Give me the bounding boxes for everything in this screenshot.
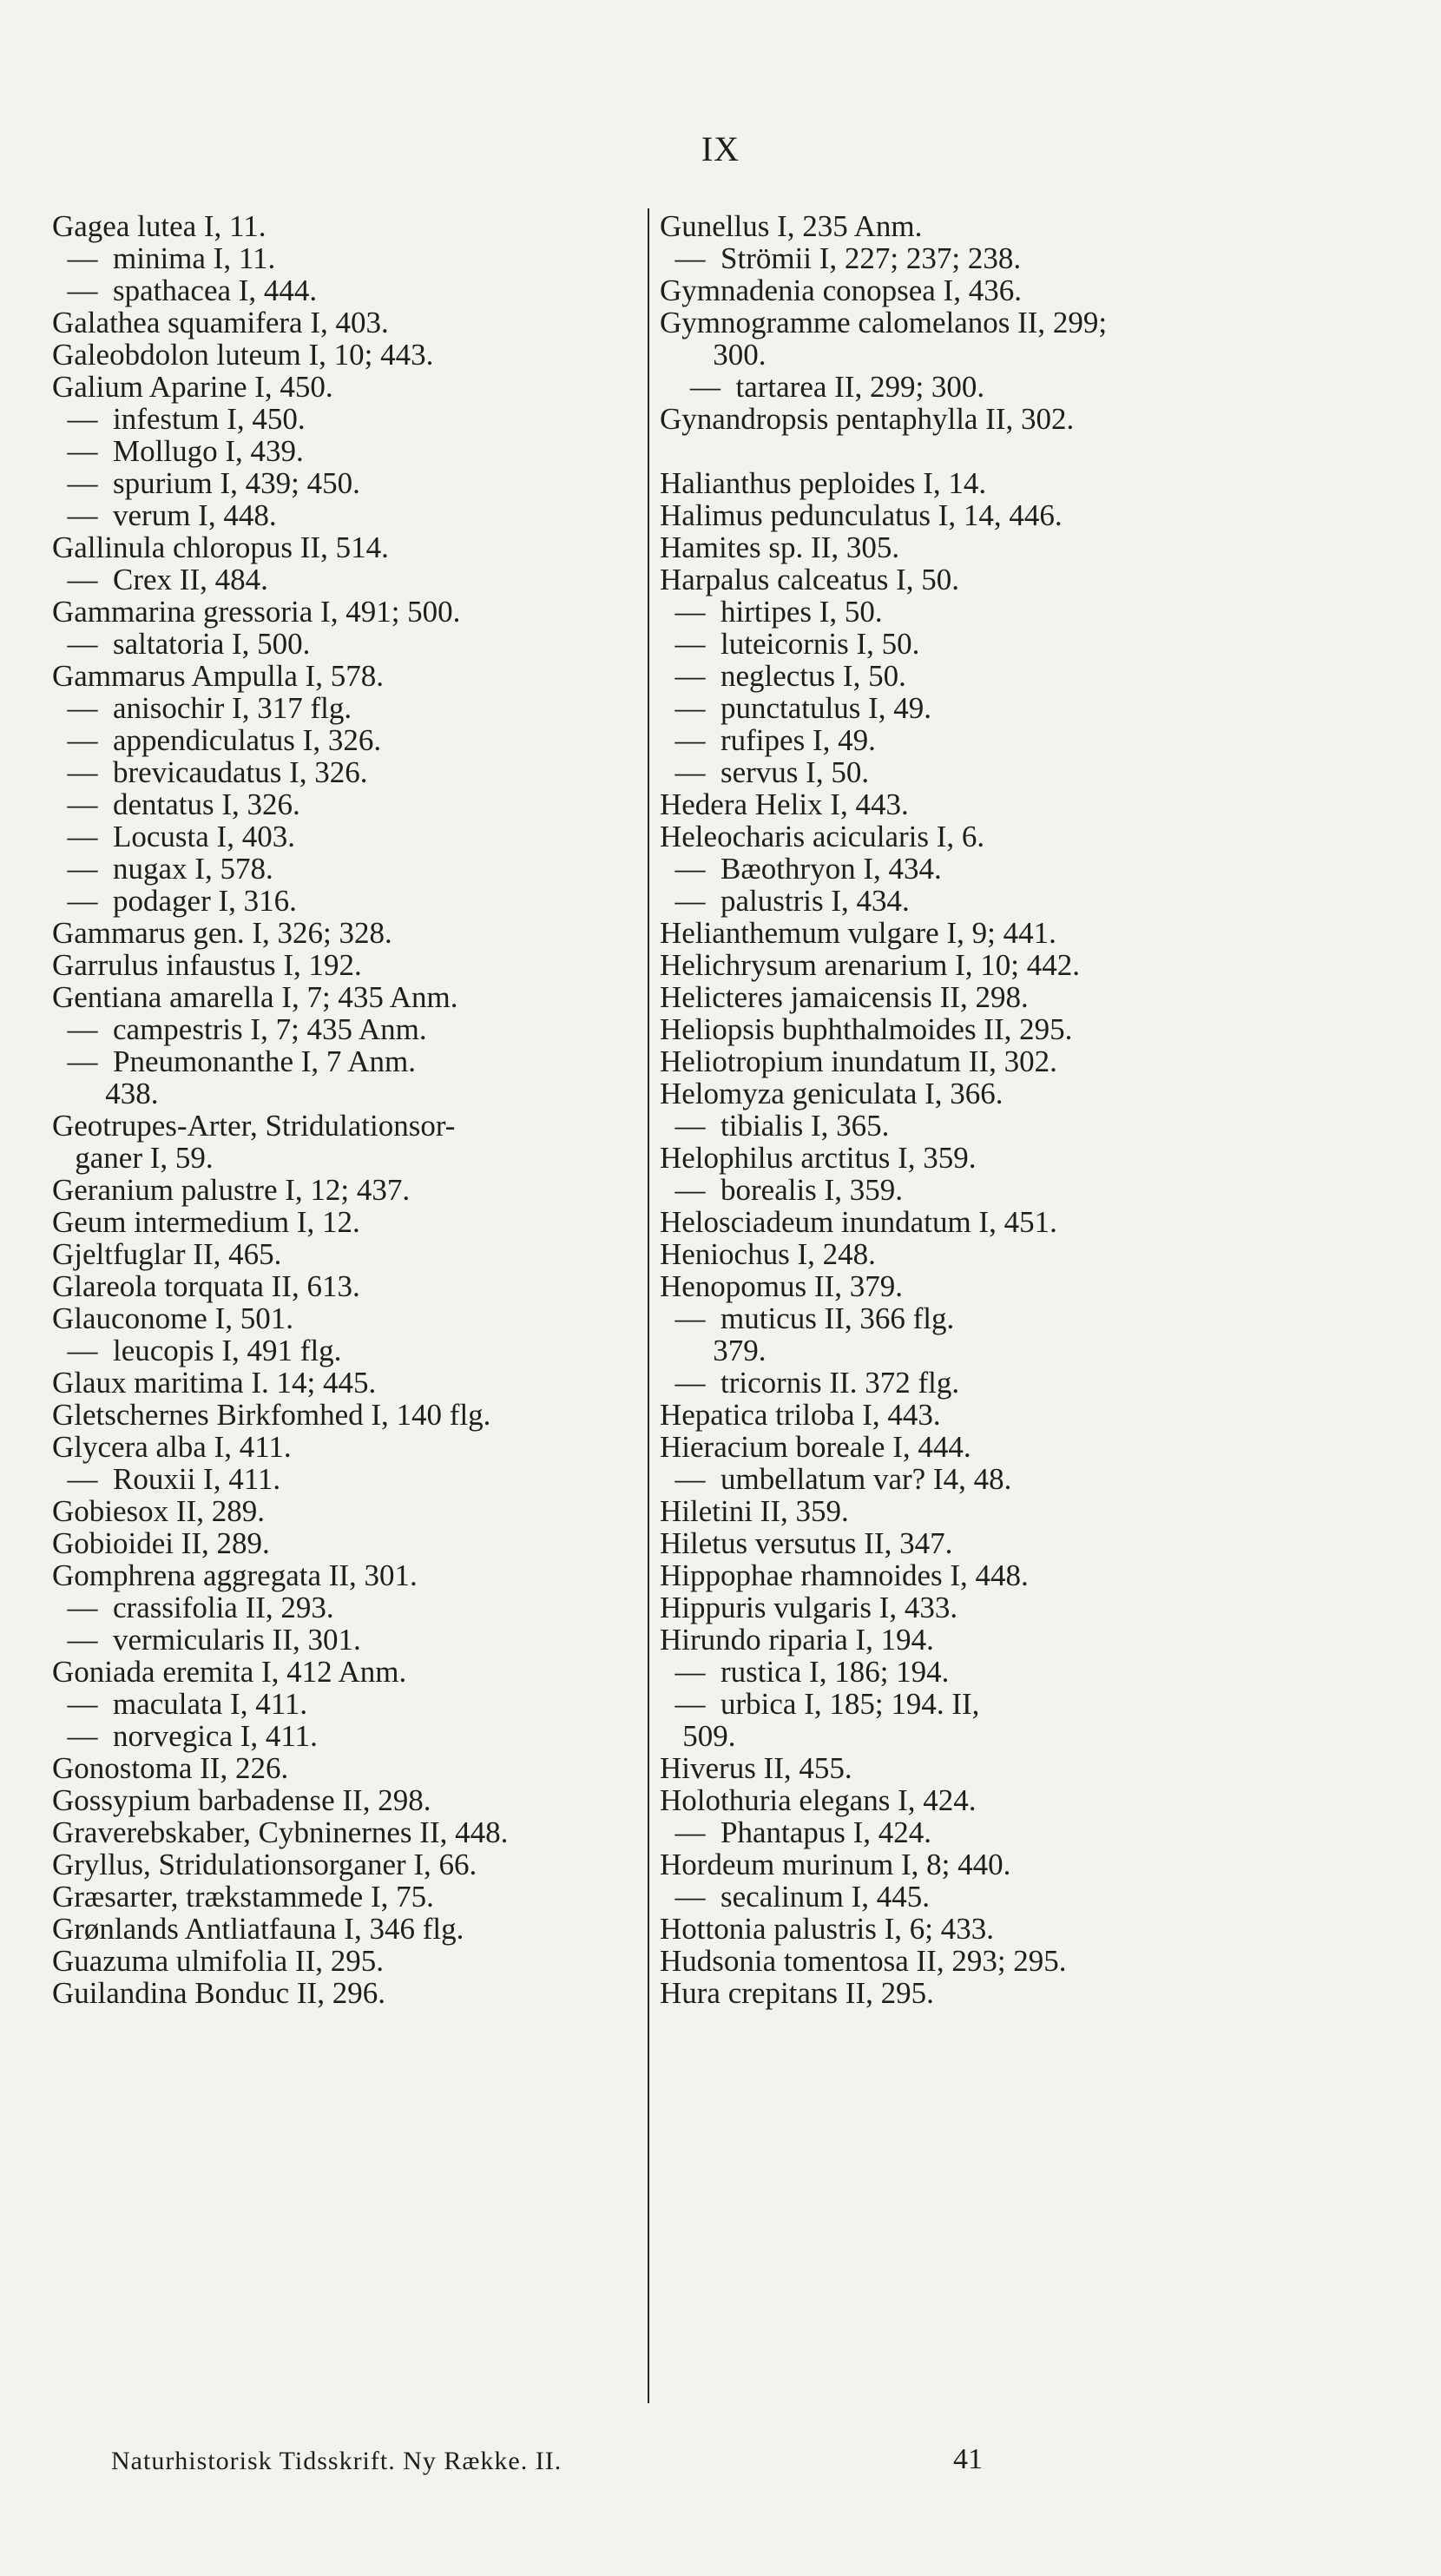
index-entry: — Mollugo I, 439.	[52, 434, 304, 468]
index-entry: — Bæothryon I, 434.	[660, 852, 942, 886]
index-entry: — campestris I, 7; 435 Anm.	[52, 1012, 427, 1046]
index-entry: Graverebskaber, Cybninernes II, 448.	[52, 1815, 509, 1849]
index-entry: Gymnogramme calomelanos II, 299;	[660, 306, 1108, 339]
index-entry: Guilandina Bonduc II, 296.	[52, 1976, 385, 2010]
index-entry: Gossypium barbadense II, 298.	[52, 1783, 431, 1817]
index-entry: 438.	[52, 1077, 159, 1110]
index-entry: Helosciadeum inundatum I, 451.	[660, 1205, 1057, 1239]
index-entry: — maculata I, 411.	[52, 1687, 308, 1721]
index-entry: — urbica I, 185; 194. II,	[660, 1687, 980, 1721]
index-entry: — dentatus I, 326.	[52, 787, 300, 821]
index-entry: — rufipes I, 49.	[660, 723, 876, 757]
index-entry: Heliopsis buphthalmoides II, 295.	[660, 1012, 1073, 1046]
index-entry: — leucopis I, 491 flg.	[52, 1334, 342, 1367]
index-entry: Goniada eremita I, 412 Anm.	[52, 1655, 407, 1689]
index-entry: Gammarus gen. I, 326; 328.	[52, 916, 392, 950]
page-number: IX	[701, 129, 740, 168]
index-entry: ganer I, 59.	[52, 1141, 214, 1175]
index-column-right	[660, 210, 1276, 2009]
index-entry: Græsarter, trækstammede I, 75.	[52, 1880, 434, 1914]
index-entry: Gammarina gressoria I, 491; 500.	[52, 595, 461, 629]
index-entry: — Phantapus I, 424.	[660, 1815, 932, 1849]
index-entry: Gynandropsis pentaphylla II, 302.	[660, 402, 1075, 436]
index-entry: Hiverus II, 455.	[660, 1751, 852, 1785]
index-entry: — brevicaudatus I, 326.	[52, 755, 368, 789]
index-entry: Gallinula chloropus II, 514.	[52, 530, 389, 564]
index-entry: Hirundo riparia I, 194.	[660, 1623, 934, 1657]
index-entry: — spathacea I, 444.	[52, 273, 318, 307]
index-entry: 509.	[660, 1719, 736, 1753]
index-entry: Geranium palustre I, 12; 437.	[52, 1173, 411, 1207]
index-entry: Helichrysum arenarium I, 10; 442.	[660, 948, 1081, 982]
index-entry: — rustica I, 186; 194.	[660, 1655, 950, 1689]
index-entry: Henopomus II, 379.	[660, 1269, 903, 1303]
index-entry: Gobiesox II, 289.	[52, 1494, 265, 1528]
index-entry: — norvegica I, 411.	[52, 1719, 318, 1753]
index-entry: — minima I, 11.	[52, 241, 276, 275]
column-divider	[648, 208, 649, 2403]
index-entry: — luteicornis I, 50.	[660, 627, 920, 661]
index-entry: — punctatulus I, 49.	[660, 691, 932, 725]
index-entry: — anisochir I, 317 flg.	[52, 691, 352, 725]
index-entry: — umbellatum var? I4, 48.	[660, 1462, 1012, 1496]
index-entry: — hirtipes I, 50.	[660, 595, 883, 629]
index-entry: Hieracium boreale I, 444.	[660, 1430, 971, 1464]
index-entry: Hudsonia tomentosa II, 293; 295.	[660, 1944, 1067, 1978]
index-entry: Halianthus peploides I, 14.	[660, 466, 987, 500]
index-entry: — Rouxii I, 411.	[52, 1462, 281, 1496]
index-entry: Hippuris vulgaris I, 433.	[660, 1591, 958, 1624]
index-entry: — Crex II, 484.	[52, 563, 268, 596]
index-entry: Glycera alba I, 411.	[52, 1430, 292, 1464]
index-entry: — Locusta I, 403.	[52, 820, 295, 853]
index-entry: Hordeum murinum I, 8; 440.	[660, 1848, 1011, 1881]
index-entry: Glareola torquata II, 613.	[52, 1269, 360, 1303]
index-entry: Helianthemum vulgare I, 9; 441.	[660, 916, 1056, 950]
index-entry: — saltatoria I, 500.	[52, 627, 311, 661]
index-entry: Geotrupes-Arter, Stridulationsor-	[52, 1109, 456, 1143]
index-entry: — Strömii I, 227; 237; 238.	[660, 241, 1022, 275]
index-entry: Hepatica triloba I, 443.	[660, 1398, 941, 1432]
index-entry: Holothuria elegans I, 424.	[660, 1783, 977, 1817]
index-entry: — tricornis II. 372 flg.	[660, 1366, 960, 1400]
index-entry: Glaux maritima I. 14; 445.	[52, 1366, 377, 1400]
index-entry: Helophilus arctitus I, 359.	[660, 1141, 977, 1175]
index-entry: Gonostoma II, 226.	[52, 1751, 289, 1785]
sheet-number: 41	[953, 2443, 983, 2475]
index-entry: Hottonia palustris I, 6; 433.	[660, 1912, 994, 1946]
index-entry: Gammarus Ampulla I, 578.	[52, 659, 385, 693]
index-entry: Glauconome I, 501.	[52, 1301, 293, 1335]
index-entry: Hippophae rhamnoides I, 448.	[660, 1558, 1029, 1592]
index-entry: Geum intermedium I, 12.	[52, 1205, 360, 1239]
index-entry: Halimus pedunculatus I, 14, 446.	[660, 498, 1063, 532]
index-column-left	[52, 210, 642, 2009]
index-entry: Hamites sp. II, 305.	[660, 530, 900, 564]
index-entry: Gobioidei II, 289.	[52, 1526, 270, 1560]
index-entry: — infestum I, 450.	[52, 402, 306, 436]
index-entry: — appendiculatus I, 326.	[52, 723, 382, 757]
index-entry: 379.	[660, 1334, 767, 1367]
index-entry: — spurium I, 439; 450.	[52, 466, 360, 500]
footer-signature: Naturhistorisk Tidsskrift. Ny Række. II.	[111, 2447, 563, 2475]
index-entry: Hedera Helix I, 443.	[660, 787, 909, 821]
index-entry: Hiletus versutus II, 347.	[660, 1526, 953, 1560]
index-entry: Gryllus, Stridulationsorganer I, 66.	[52, 1848, 477, 1881]
index-entry: Helicteres jamaicensis II, 298.	[660, 980, 1029, 1014]
index-entry: Gentiana amarella I, 7; 435 Anm.	[52, 980, 458, 1014]
index-entry: Gymnadenia conopsea I, 436.	[660, 273, 1022, 307]
index-entry: Gjeltfuglar II, 465.	[52, 1237, 282, 1271]
index-entry: — nugax I, 578.	[52, 852, 273, 886]
index-entry: Hiletini II, 359.	[660, 1494, 849, 1528]
index-entry: Gomphrena aggregata II, 301.	[52, 1558, 418, 1592]
index-entry: — secalinum I, 445.	[660, 1880, 931, 1914]
index-entry: — palustris I, 434.	[660, 884, 910, 918]
index-entry: 300.	[660, 338, 767, 372]
index-entry: Gunellus I, 235 Anm.	[660, 209, 923, 243]
index-entry: Garrulus infaustus I, 192.	[52, 948, 362, 982]
index-entry: — servus I, 50.	[660, 755, 870, 789]
index-entry: — tartarea II, 299; 300.	[660, 370, 985, 404]
index-entry: Guazuma ulmifolia II, 295.	[52, 1944, 384, 1978]
index-entry: Heliotropium inundatum II, 302.	[660, 1044, 1057, 1078]
index-entry: Heniochus I, 248.	[660, 1237, 876, 1271]
index-entry: Galium Aparine I, 450.	[52, 370, 333, 404]
index-entry: Gletschernes Birkfomhed I, 140 flg.	[52, 1398, 491, 1432]
index-entry: Helomyza geniculata I, 366.	[660, 1077, 1003, 1110]
index-entry: Heleocharis acicularis I, 6.	[660, 820, 985, 853]
index-entry: — podager I, 316.	[52, 884, 297, 918]
index-entry: Hura crepitans II, 295.	[660, 1976, 934, 2010]
index-entry: — borealis I, 359.	[660, 1173, 903, 1207]
index-entry: — Pneumonanthe I, 7 Anm.	[52, 1044, 416, 1078]
index-entry: Grønlands Antliatfauna I, 346 flg.	[52, 1912, 464, 1946]
index-entry: Galeobdolon luteum I, 10; 443.	[52, 338, 434, 372]
index-entry: — tibialis I, 365.	[660, 1109, 890, 1143]
index-entry: Gagea lutea I, 11.	[52, 209, 266, 243]
index-entry: — neglectus I, 50.	[660, 659, 906, 693]
index-entry: — vermicularis II, 301.	[52, 1623, 361, 1657]
index-entry: Galathea squamifera I, 403.	[52, 306, 389, 339]
index-entry: Harpalus calceatus I, 50.	[660, 563, 959, 596]
index-entry: — verum I, 448.	[52, 498, 277, 532]
index-entry: — crassifolia II, 293.	[52, 1591, 334, 1624]
index-entry: — muticus II, 366 flg.	[660, 1301, 955, 1335]
